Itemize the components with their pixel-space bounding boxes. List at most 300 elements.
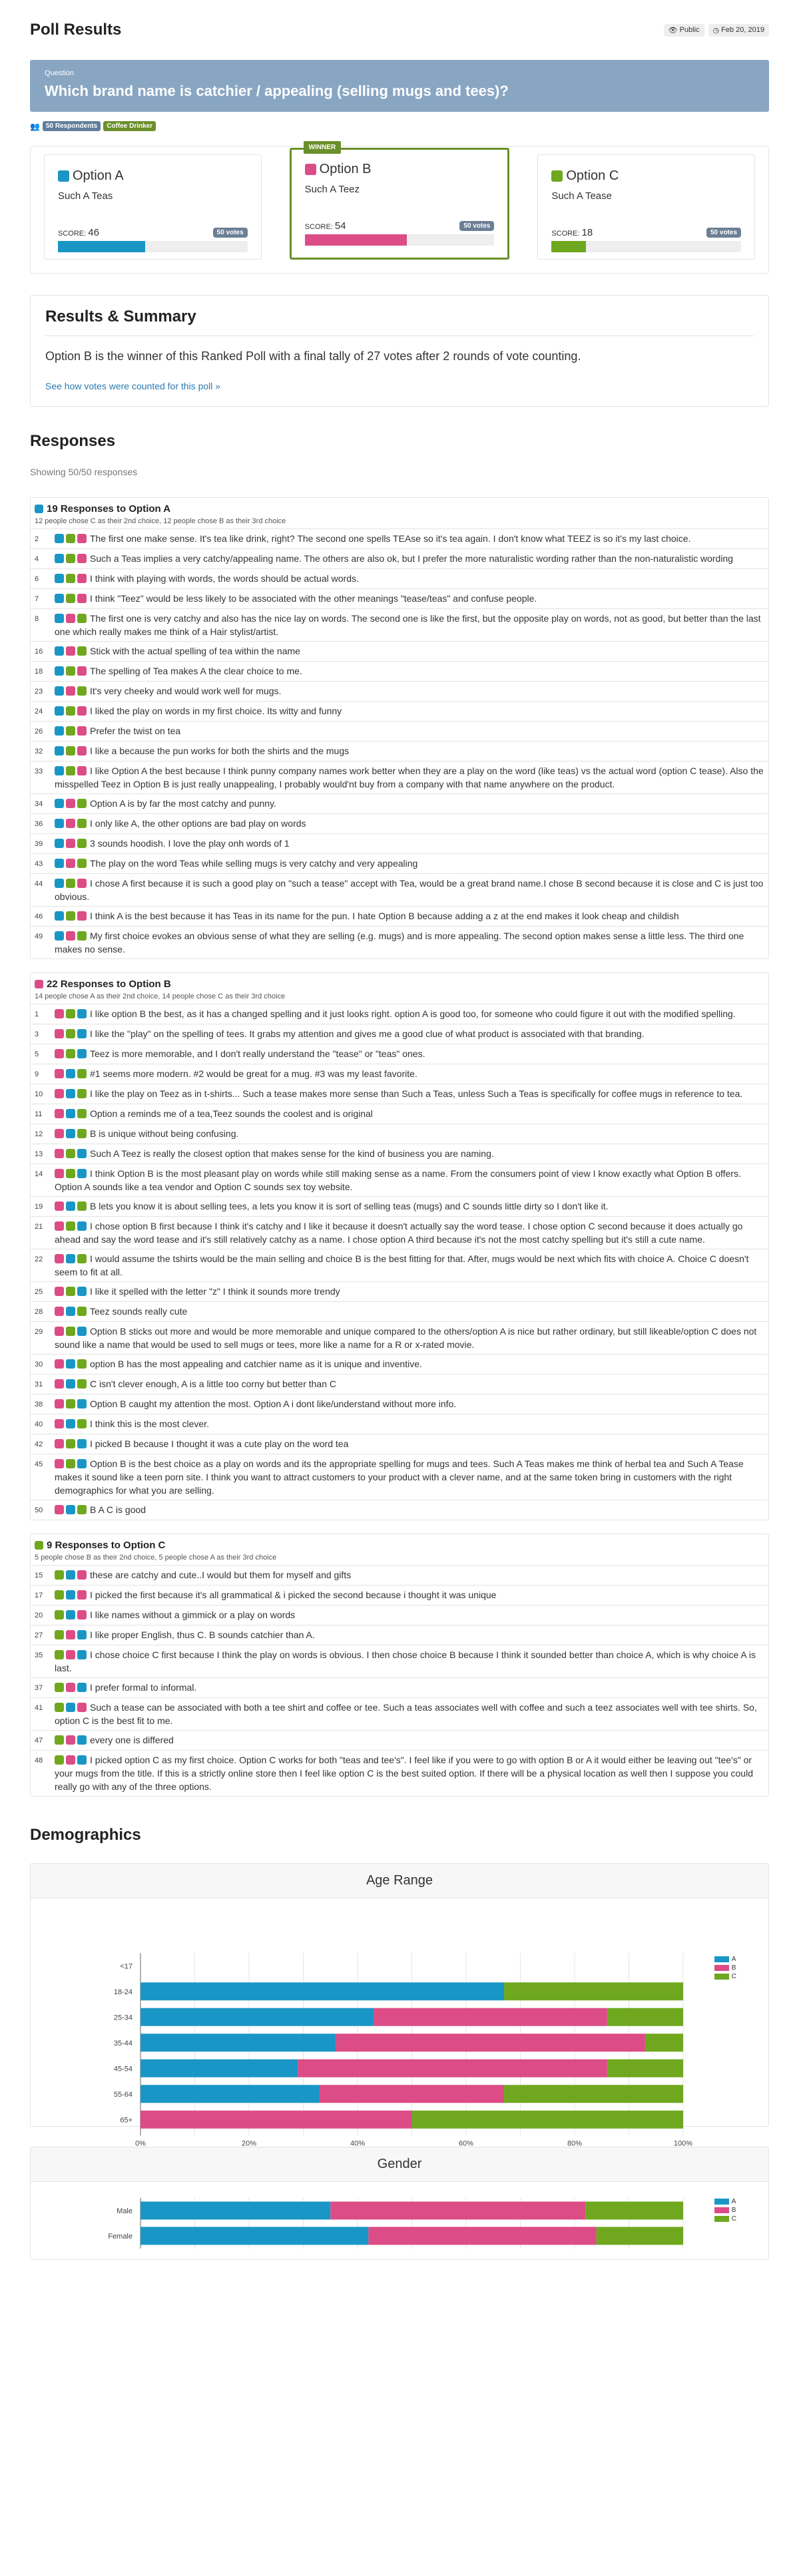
- response-body: [55, 704, 342, 718]
- rank-chip-b: [55, 1327, 64, 1336]
- rank-chip-c: [55, 1610, 64, 1619]
- meta-badges: [664, 24, 769, 37]
- response-body: [55, 1397, 456, 1411]
- response-number: 33: [35, 767, 43, 775]
- rank-chip-b: [66, 686, 75, 696]
- list-item: [31, 702, 768, 722]
- response-body: [55, 1437, 348, 1451]
- response-text: I chose choice C first because I think the play on words is obvious. I then chose choice B because I think it sounded better than choice A, which is why choice A is last.: [55, 1649, 756, 1673]
- top-bar: [30, 0, 769, 60]
- group-title-text: 19 Responses to Option A: [47, 503, 171, 515]
- rank-order: [55, 1439, 87, 1448]
- rank-chip-b: [55, 1439, 64, 1448]
- list-item: [31, 1024, 768, 1044]
- legend-swatch: [714, 1974, 729, 1980]
- rank-chip-a: [77, 1755, 87, 1765]
- rank-order: [55, 799, 87, 808]
- question-box: [30, 60, 769, 112]
- legend-swatch: [714, 2216, 729, 2222]
- rank-chip-b: [55, 1254, 64, 1263]
- options-panel: [30, 146, 769, 274]
- rank-chip-a: [66, 1590, 75, 1600]
- response-number: 1: [35, 1010, 39, 1018]
- rank-chip-a: [66, 1089, 75, 1098]
- rank-order: [55, 1505, 87, 1514]
- response-text: The play on the word Teas while selling mugs is very catchy and very appealing: [90, 858, 418, 869]
- rank-order: [55, 1630, 87, 1639]
- rank-chip-c: [77, 1201, 87, 1211]
- response-text: I like Option A the best because I think punny company names work better when they are a play on the word (like teas) vs the actual word (option C tease). Also the misspelled Teez in Option B is just really unappealing, I probably would'nt buy from a company with that name anywhere on the product.: [55, 765, 764, 789]
- response-body: [55, 664, 302, 678]
- score-row: [305, 220, 495, 232]
- legend-swatch: [714, 1956, 729, 1962]
- response-text: I like option B the best, as it has a changed spelling and it just looks right. option A is good too, for someone who could figure it out with the modified spelling.: [90, 1008, 736, 1019]
- rank-order: [55, 1459, 87, 1468]
- rank-chip-b: [77, 706, 87, 716]
- rank-chip-b: [66, 646, 75, 656]
- response-text: Option A is by far the most catchy and punny.: [90, 798, 276, 809]
- group-subtitle: 5 people chose B as their 2nd choice, 5 people chose A as their 3rd choice: [35, 1554, 277, 1562]
- rank-chip-a: [55, 534, 64, 543]
- rank-chip-c: [77, 859, 87, 868]
- rank-order: [55, 1029, 87, 1038]
- option-color-swatch: [551, 170, 563, 182]
- list-item: [31, 569, 768, 589]
- rank-chip-c: [66, 1287, 75, 1296]
- response-body: [55, 1417, 209, 1431]
- bar-segment-c: [607, 2059, 683, 2077]
- response-number: 34: [35, 800, 43, 808]
- rank-chip-a: [66, 1109, 75, 1118]
- rank-chip-c: [66, 746, 75, 755]
- rank-order: [55, 1287, 87, 1296]
- list-item: [31, 529, 768, 549]
- rank-order: [55, 1650, 87, 1659]
- response-body: [55, 1252, 764, 1279]
- legend-swatch: [714, 2207, 729, 2213]
- response-number: 45: [35, 1460, 43, 1468]
- score-value: 54: [334, 220, 346, 232]
- vote-counting-link[interactable]: See how votes were counted for this poll »: [45, 381, 221, 391]
- rank-chip-a: [66, 1129, 75, 1138]
- rank-chip-b: [66, 859, 75, 868]
- list-item: [31, 1625, 768, 1645]
- responses-title: Responses: [30, 432, 116, 450]
- list-item: [31, 1434, 768, 1454]
- response-text: I like a because the pun works for both the shirts and the mugs: [90, 746, 350, 756]
- rank-order: [55, 534, 87, 543]
- response-text: Such A Teez is really the closest option that makes sense for the kind of business you are naming.: [90, 1148, 494, 1159]
- age-range-chart-title: Age Range: [31, 1864, 768, 1898]
- list-item: [31, 1044, 768, 1064]
- bar-segment-b: [320, 2085, 504, 2103]
- rank-chip-b: [66, 1735, 75, 1745]
- bar-segment-a: [140, 2059, 298, 2077]
- list-item: [31, 1004, 768, 1024]
- score-bar: [305, 234, 495, 246]
- rank-chip-b: [77, 554, 87, 563]
- audience-tag: Coffee Drinker: [103, 121, 156, 131]
- bar-segment-a: [140, 2085, 320, 2103]
- response-number: 9: [35, 1070, 39, 1078]
- rank-chip-b: [55, 1307, 64, 1316]
- response-body: [55, 1087, 742, 1101]
- rank-chip-c: [55, 1735, 64, 1745]
- response-text: C isn't clever enough, A is a little too corny but better than C: [90, 1379, 336, 1389]
- rank-chip-c: [77, 1254, 87, 1263]
- bar-segment-a: [140, 2202, 330, 2220]
- rank-chip-c: [55, 1590, 64, 1600]
- response-body: [55, 1628, 315, 1642]
- bar-segment-c: [412, 2111, 684, 2129]
- age-range-chart: [31, 1898, 768, 2148]
- response-text: I prefer formal to informal.: [90, 1682, 197, 1693]
- group-header: [31, 498, 768, 529]
- bar-segment-a: [140, 2034, 336, 2051]
- rank-chip-a: [66, 1505, 75, 1514]
- response-body: [55, 1167, 764, 1193]
- rank-chip-a: [55, 594, 64, 603]
- response-body: [55, 1107, 373, 1121]
- list-item: [31, 1454, 768, 1500]
- rank-order: [55, 726, 87, 736]
- rank-chip-a: [77, 1009, 87, 1018]
- bar-segment-b: [368, 2227, 596, 2245]
- response-number: 32: [35, 748, 43, 755]
- rank-chip-a: [66, 1254, 75, 1263]
- rank-chip-c: [77, 819, 87, 828]
- rank-chip-b: [77, 766, 87, 775]
- rank-chip-a: [77, 1327, 87, 1336]
- response-text: I chose option B first because I think it's catchy and I like it because it doesn't actually say the word tease. I chose option C second because it does actually go ahead and say the word tease and it's still relatively catchy as a name. I chose option A third because it's not the most catchy spelling but it's still a cute name.: [55, 1221, 743, 1245]
- response-text: these are catchy and cute..I would but them for myself and gifts: [90, 1570, 352, 1580]
- rank-chip-c: [66, 706, 75, 716]
- response-body: [55, 1753, 764, 1793]
- list-item: [31, 1395, 768, 1414]
- group-header: [31, 1534, 768, 1566]
- response-text: I chose A first because it is such a good play on "such a tease" accept with Tea, would be a great brand name.I chose B second because it is close and C is just too obvious.: [55, 878, 764, 902]
- list-item: [31, 1249, 768, 1282]
- response-groups: [30, 497, 769, 1797]
- rank-chip-b: [77, 726, 87, 736]
- response-text: Such a Teas implies a very catchy/appealing name. The others are also ok, but I prefer the more naturalistic wording rather than the non-naturalistic wording: [90, 553, 733, 564]
- response-body: [55, 724, 180, 738]
- rank-order: [55, 746, 87, 755]
- response-body: [55, 797, 276, 811]
- rank-chip-b: [55, 1129, 64, 1138]
- rank-order: [55, 911, 87, 921]
- list-item: [31, 1500, 768, 1520]
- rank-chip-b: [55, 1379, 64, 1389]
- rank-chip-b: [55, 1459, 64, 1468]
- response-body: [55, 1733, 174, 1747]
- rank-order: [55, 1169, 87, 1178]
- bar-segment-b: [298, 2059, 607, 2077]
- response-text: Teez is more memorable, and I don't really understand the "tease" or "teas" ones.: [90, 1048, 425, 1059]
- category-label: <17: [120, 1962, 133, 1971]
- response-number: 46: [35, 913, 43, 921]
- response-text: I like proper English, thus C. B sounds catchier than A.: [90, 1629, 315, 1640]
- rank-chip-c: [77, 1359, 87, 1369]
- bar-segment-a: [140, 2227, 368, 2245]
- rank-order: [55, 1399, 87, 1408]
- list-item: [31, 1217, 768, 1249]
- demographics-title: Demographics: [30, 1826, 141, 1844]
- response-text: I think this is the most clever.: [90, 1418, 209, 1429]
- response-number: 50: [35, 1506, 43, 1514]
- rank-chip-b: [66, 1683, 75, 1692]
- list-item: [31, 1586, 768, 1606]
- response-body: [55, 1027, 645, 1041]
- rank-chip-c: [66, 879, 75, 888]
- bar-segment-c: [504, 2085, 683, 2103]
- tick-label: 60%: [458, 2139, 474, 2148]
- rank-chip-a: [55, 614, 64, 623]
- rank-chip-a: [77, 1169, 87, 1178]
- rank-chip-c: [55, 1755, 64, 1765]
- rank-order: [55, 859, 87, 868]
- response-number: 23: [35, 688, 43, 696]
- rank-chip-b: [77, 574, 87, 583]
- rank-chip-a: [55, 911, 64, 921]
- response-text: Stick with the actual spelling of tea within the name: [90, 646, 300, 656]
- category-label: 65+: [120, 2116, 133, 2125]
- list-item: [31, 1197, 768, 1217]
- rank-chip-a: [55, 686, 64, 696]
- response-number: 14: [35, 1170, 43, 1178]
- response-text: I like the "play" on the spelling of tees. It grabs my attention and gives me a good clue of what product is associated with that branding.: [90, 1028, 645, 1039]
- response-text: My first choice evokes an obvious sense of what they are selling (e.g. mugs) and is more appealing. The second option makes sense a little less. The third one makes no sense.: [55, 931, 744, 955]
- group-title: [35, 1540, 764, 1551]
- score-bar-fill: [305, 234, 407, 246]
- response-number: 28: [35, 1308, 43, 1316]
- age-range-chart-box: [30, 1863, 769, 2148]
- rank-chip-b: [55, 1049, 64, 1058]
- chart-legend: [714, 2198, 736, 2224]
- visibility-label: Public: [679, 26, 700, 34]
- response-body: [55, 1047, 425, 1061]
- response-text: I like it spelled with the letter "z" I think it sounds more trendy: [90, 1286, 340, 1297]
- rank-chip-a: [55, 819, 64, 828]
- legend-item: [714, 1973, 736, 1980]
- rank-chip-b: [55, 1505, 64, 1514]
- list-item: [31, 1124, 768, 1144]
- group-title-text: 22 Responses to Option B: [47, 978, 171, 990]
- rank-chip-c: [77, 1129, 87, 1138]
- response-body: [55, 1503, 146, 1517]
- response-number: 29: [35, 1328, 43, 1336]
- tick-label: 0%: [135, 2139, 146, 2148]
- date-label: Feb 20, 2019: [721, 26, 764, 34]
- response-number: 13: [35, 1150, 43, 1158]
- rank-chip-b: [77, 594, 87, 603]
- response-body: [55, 909, 679, 923]
- rank-chip-a: [77, 1049, 87, 1058]
- group-icon: 👥: [30, 121, 40, 131]
- option-label: Option C: [566, 168, 619, 183]
- response-body: [55, 612, 764, 638]
- list-item: [31, 1606, 768, 1625]
- list-item: [31, 589, 768, 609]
- response-body: [55, 764, 764, 791]
- rank-chip-c: [77, 799, 87, 808]
- list-item: [31, 609, 768, 642]
- response-body: [55, 1285, 340, 1299]
- list-item: [31, 814, 768, 834]
- response-number: 48: [35, 1757, 43, 1765]
- score-bar: [551, 241, 741, 252]
- rank-chip-a: [55, 766, 64, 775]
- rank-chip-b: [77, 1610, 87, 1619]
- rank-chip-c: [66, 911, 75, 921]
- bar-segment-c: [607, 2008, 683, 2026]
- list-item: [31, 1144, 768, 1164]
- rank-order: [55, 931, 87, 941]
- rank-chip-b: [77, 879, 87, 888]
- rank-chip-c: [66, 574, 75, 583]
- rank-chip-a: [77, 1630, 87, 1639]
- response-number: 27: [35, 1631, 43, 1639]
- rank-chip-a: [77, 1735, 87, 1745]
- response-number: 20: [35, 1611, 43, 1619]
- bar-segment-b: [336, 2034, 645, 2051]
- rank-chip-a: [66, 1201, 75, 1211]
- score-value: 46: [88, 227, 99, 238]
- option-header: [58, 168, 248, 184]
- response-text: It's very cheeky and would work well for mugs.: [90, 686, 282, 696]
- rank-chip-b: [55, 1089, 64, 1098]
- score-row: [58, 227, 248, 238]
- list-item: [31, 1084, 768, 1104]
- rank-order: [55, 1735, 87, 1745]
- list-item: [31, 1414, 768, 1434]
- response-text: I like names without a gimmick or a play on words: [90, 1610, 296, 1620]
- rank-chip-a: [55, 931, 64, 941]
- votes-badge: 50 votes: [213, 228, 248, 238]
- response-text: Teez sounds really cute: [90, 1306, 188, 1317]
- rank-chip-c: [55, 1630, 64, 1639]
- score-value: 18: [581, 227, 593, 238]
- rank-order: [55, 1049, 87, 1058]
- response-number: 36: [35, 820, 43, 828]
- rank-chip-c: [55, 1683, 64, 1692]
- date-badge: [708, 24, 769, 37]
- response-number: 6: [35, 575, 39, 583]
- respondents-tag: 50 Respondents: [43, 121, 101, 131]
- list-item: [31, 1302, 768, 1322]
- response-number: 37: [35, 1684, 43, 1692]
- chart-svg: [31, 1898, 768, 2148]
- list-item: [31, 1282, 768, 1302]
- response-text: Option B caught my attention the most. Option A i dont like/understand without more info.: [90, 1398, 457, 1409]
- winner-badge: WINNER: [304, 141, 342, 154]
- response-number: 44: [35, 880, 43, 888]
- response-body: [55, 1588, 496, 1602]
- rank-chip-b: [55, 1009, 64, 1018]
- rank-chip-c: [66, 1439, 75, 1448]
- response-number: 22: [35, 1255, 43, 1263]
- rank-order: [55, 1755, 87, 1765]
- bar-segment-c: [585, 2202, 683, 2220]
- response-body: [55, 1305, 187, 1319]
- category-label: 45-54: [113, 2065, 133, 2073]
- rank-chip-c: [66, 1459, 75, 1468]
- category-label: 25-34: [113, 2014, 133, 2022]
- response-body: [55, 1007, 736, 1021]
- rank-chip-a: [66, 1307, 75, 1316]
- response-text: Option a reminds me of a tea,Teez sounds the coolest and is original: [90, 1108, 373, 1119]
- rank-order: [55, 1590, 87, 1600]
- score-bar-fill: [58, 241, 145, 252]
- bar-segment-b: [374, 2008, 607, 2026]
- gender-chart-title: Gender: [31, 2147, 768, 2182]
- rank-chip-b: [66, 1755, 75, 1765]
- rank-chip-c: [55, 1570, 64, 1580]
- responses-count: Showing 50/50 responses: [30, 467, 138, 477]
- rank-order: [55, 686, 87, 696]
- eye-icon: 👁: [668, 26, 678, 35]
- response-text: Such a tease can be associated with both a tee shirt and coffee or tee. Such a teas associates well with coffee and such a teez associates well with tee shirts. So, option C is the best fit to me.: [55, 1702, 757, 1726]
- option-color-swatch: [58, 170, 69, 182]
- rank-chip-a: [77, 1650, 87, 1659]
- rank-order: [55, 1610, 87, 1619]
- legend-swatch: [714, 1965, 729, 1971]
- response-text: The spelling of Tea makes A the clear choice to me.: [90, 666, 302, 676]
- rank-order: [55, 839, 87, 848]
- clock-icon: ◷: [712, 26, 720, 35]
- group-color-swatch: [35, 1541, 43, 1550]
- rank-chip-a: [77, 1683, 87, 1692]
- response-body: [55, 1147, 494, 1161]
- rank-chip-a: [77, 1459, 87, 1468]
- group-title-text: 9 Responses to Option C: [47, 1540, 166, 1551]
- response-number: 12: [35, 1130, 43, 1138]
- rank-chip-b: [77, 666, 87, 676]
- response-text: I think Option B is the most pleasant play on words while still making sense as a name. From the consumers point of view I know exactly what Option B offers. Option A sounds like a tea vendor and Option C sounds sex toy website.: [55, 1168, 741, 1192]
- rank-order: [55, 1221, 87, 1231]
- list-item: [31, 1104, 768, 1124]
- response-text: #1 seems more modern. #2 would be great for a mug. #3 was my least favorite.: [90, 1068, 417, 1079]
- rank-chip-b: [66, 839, 75, 848]
- list-item: [31, 1751, 768, 1796]
- list-item: [31, 1698, 768, 1731]
- response-number: 19: [35, 1203, 43, 1211]
- response-number: 11: [35, 1110, 43, 1118]
- tick-label: 20%: [241, 2139, 257, 2148]
- option-brand-name: Such A Teez: [304, 184, 360, 195]
- rank-chip-c: [55, 1703, 64, 1712]
- response-number: 5: [35, 1050, 39, 1058]
- rank-order: [55, 1307, 87, 1316]
- response-number: 15: [35, 1572, 43, 1580]
- list-item: [31, 907, 768, 927]
- response-number: 40: [35, 1420, 43, 1428]
- rank-chip-b: [66, 1650, 75, 1659]
- response-group-a: [30, 497, 769, 959]
- rank-chip-a: [77, 1149, 87, 1158]
- rank-chip-c: [66, 1169, 75, 1178]
- bar-segment-a: [140, 1982, 504, 2000]
- response-number: 2: [35, 535, 39, 543]
- response-body: [55, 572, 359, 586]
- bar-segment-b: [330, 2202, 585, 2220]
- legend-label: B: [731, 2207, 736, 2214]
- rank-order: [55, 646, 87, 656]
- rank-chip-b: [77, 534, 87, 543]
- bar-segment-b: [140, 2111, 412, 2129]
- rank-order: [55, 1359, 87, 1369]
- list-item: [31, 682, 768, 702]
